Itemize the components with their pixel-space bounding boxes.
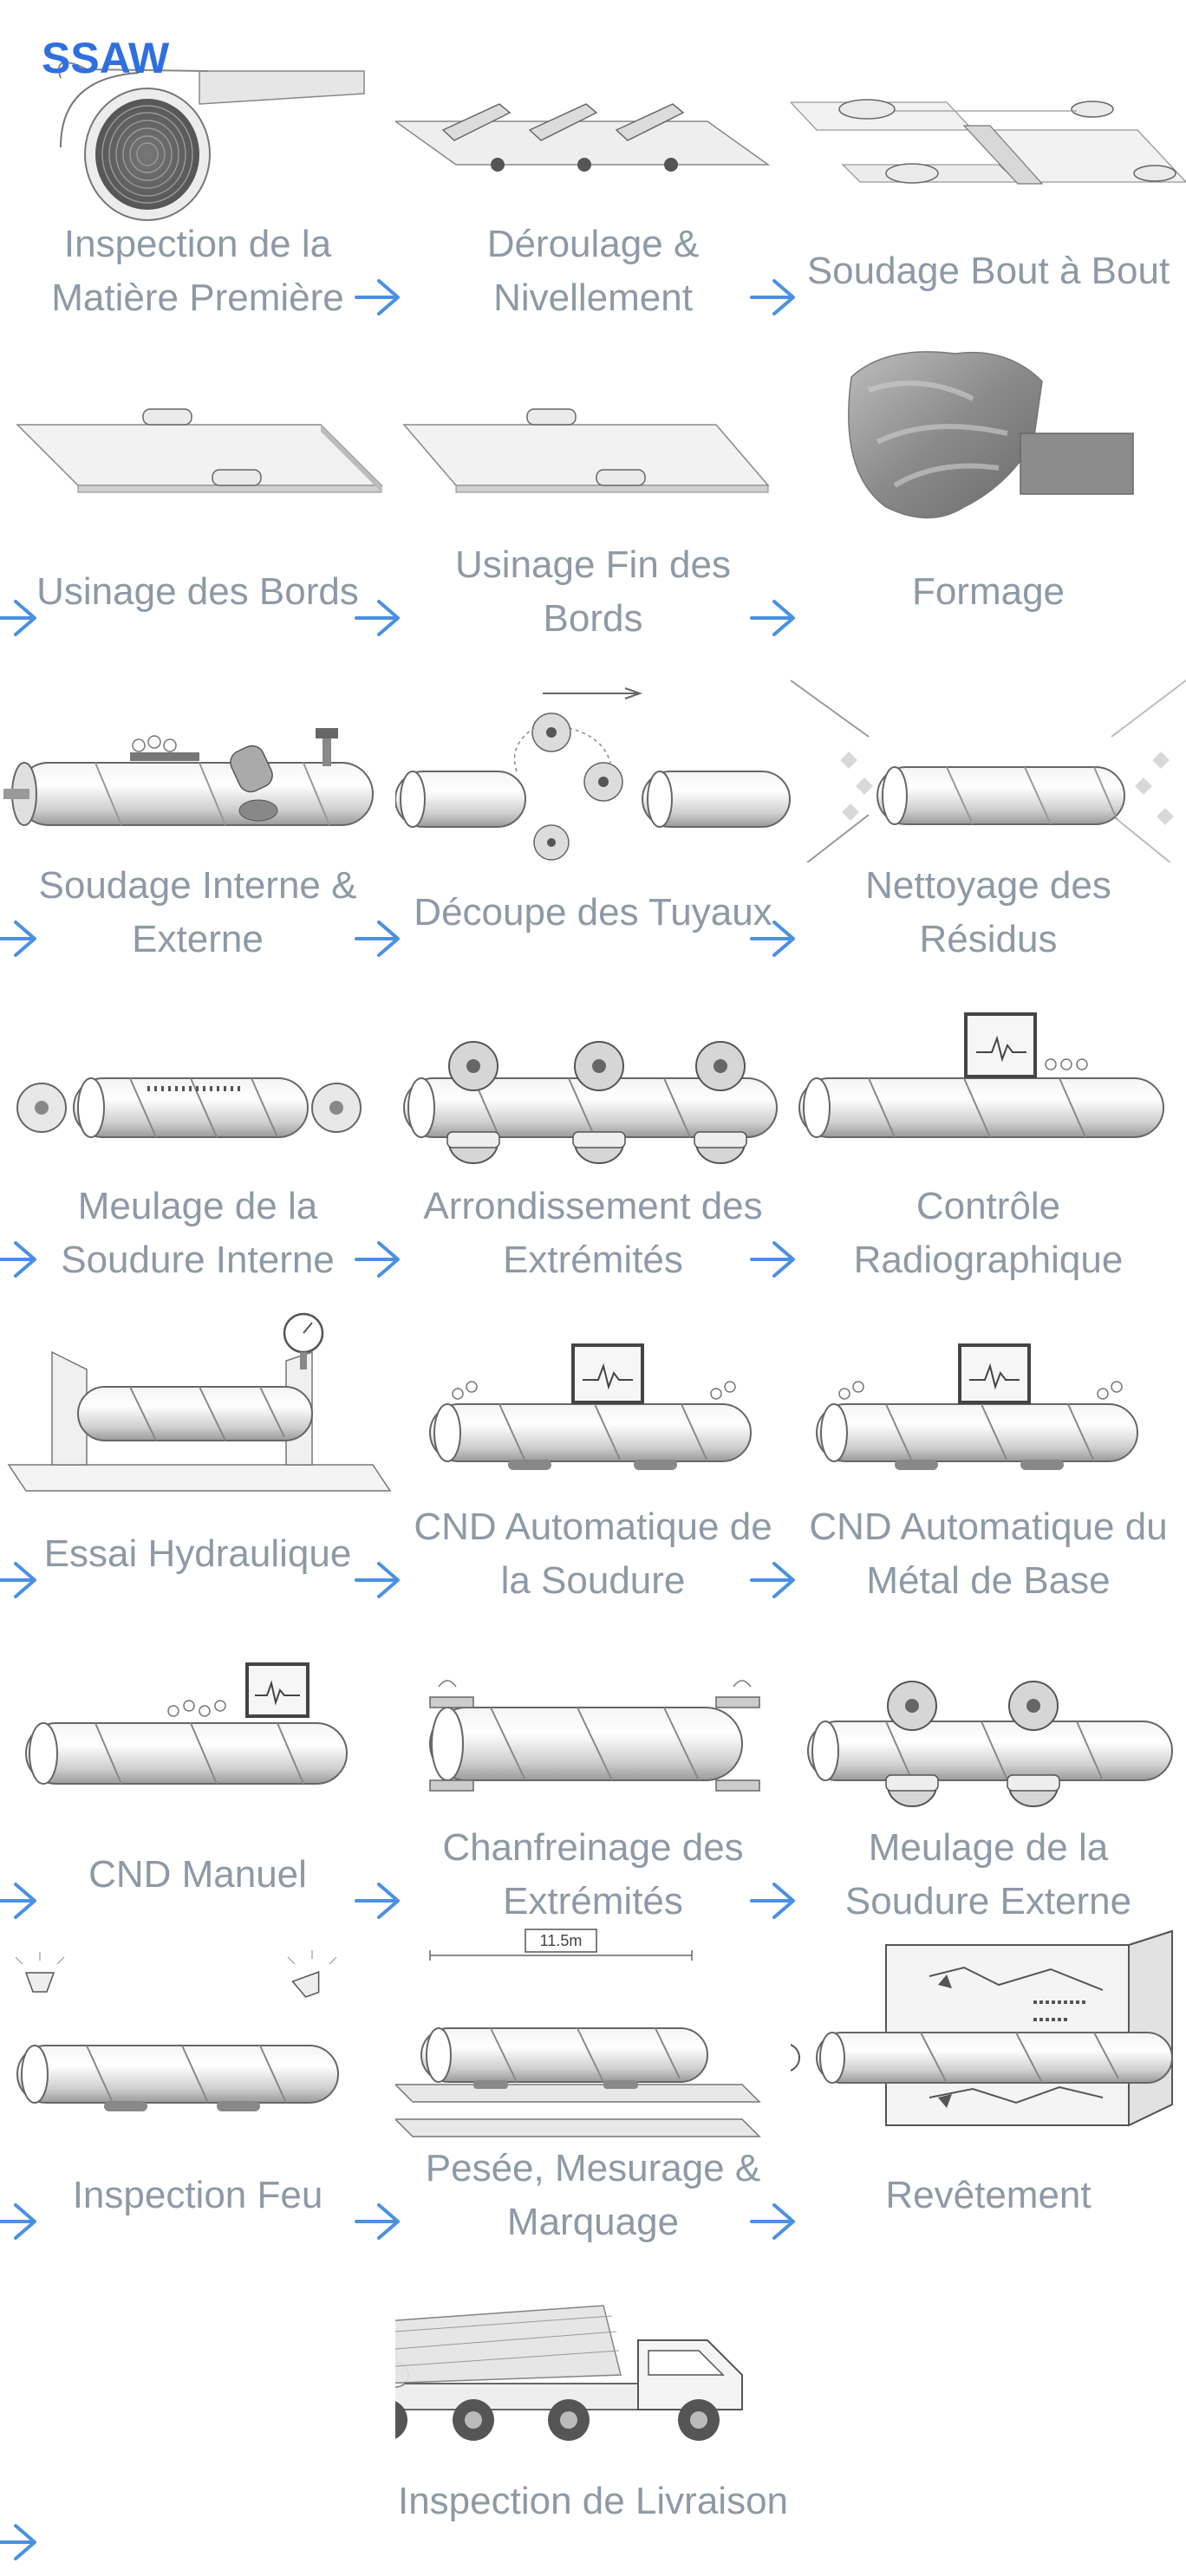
step-label: Déroulage & Nivellement: [486, 222, 700, 319]
welding-torch-pipe-icon: [0, 641, 395, 862]
step-label: Usinage Fin des Bords: [455, 543, 731, 640]
external-grinding-icon: [791, 1603, 1186, 1825]
step-label: CND Automatique de la Soudure: [414, 1505, 772, 1602]
step-internal-weld-grinding: [0, 962, 395, 1283]
end-beveling-icon: [395, 1603, 791, 1825]
weighing-measuring-icon: [395, 1924, 791, 2145]
step-internal-external-welding: [0, 641, 395, 962]
spiral-forming-icon: [791, 321, 1186, 542]
edge-milling-plate-icon: [0, 321, 395, 542]
ndt-base-metal-monitor-icon: [791, 1283, 1186, 1504]
step-auto-ndt-weld: [395, 1283, 791, 1603]
step-uncoiling-leveling: [395, 0, 791, 321]
step-label: Arrondissement des Extrémités: [423, 1184, 763, 1281]
step-label: CND Automatique du Métal de Base: [809, 1505, 1168, 1602]
fine-edge-milling-plate-icon: [395, 321, 791, 542]
coating-chamber-icon: [791, 1924, 1186, 2145]
butt-welding-plates-icon: [791, 0, 1186, 221]
step-weighing-measuring-marking: [395, 1924, 791, 2245]
step-coating: [791, 1924, 1186, 2245]
step-auto-ndt-base-metal: [791, 1283, 1186, 1603]
step-label: Pesée, Mesurage & Marquage: [425, 2146, 761, 2243]
ndt-weld-monitor-icon: [395, 1283, 791, 1504]
measure-label: 11.5m: [539, 1932, 583, 1949]
pipe-cutting-icon: [395, 641, 791, 862]
step-label: Revêtement: [885, 2173, 1092, 2216]
step-end-rounding: [395, 962, 791, 1283]
step-fine-edge-milling: [395, 321, 791, 641]
brand-logo: SSAW: [42, 34, 170, 82]
manual-ndt-monitor-icon: [0, 1603, 395, 1825]
step-label: Meulage de la Soudure Interne: [61, 1184, 335, 1281]
step-label: Essai Hydraulique: [43, 1532, 352, 1575]
arrow-right-icon: [0, 2522, 40, 2562]
leveling-rollers-icon: [395, 0, 791, 221]
internal-grinding-icon: [0, 962, 395, 1183]
step-label: Chanfreinage des Extrémités: [442, 1825, 744, 1922]
step-edge-milling: [0, 321, 395, 641]
step-label: Formage: [911, 569, 1065, 613]
step-hydraulic-test: [0, 1283, 395, 1603]
step-lamp-inspection: [0, 1924, 395, 2245]
step-pipe-cutting: [395, 641, 791, 962]
step-label: Usinage des Bords: [36, 569, 359, 613]
step-manual-ndt: [0, 1603, 395, 1924]
radiographic-monitor-icon: [791, 962, 1186, 1183]
step-label: Découpe des Tuyaux: [414, 890, 772, 933]
step-label: Nettoyage des Résidus: [865, 863, 1111, 960]
step-label: Inspection de la Matière Première: [51, 222, 344, 319]
step-label: Contrôle Radiographique: [853, 1184, 1124, 1281]
step-label: Meulage de la Soudure Externe: [844, 1825, 1132, 1922]
step-label: CND Manuel: [88, 1852, 307, 1896]
step-end-beveling: [395, 1603, 791, 1924]
step-label: Inspection Feu: [72, 2173, 323, 2216]
step-radiographic-control: [791, 962, 1186, 1283]
step-delivery-inspection: [395, 2245, 791, 2566]
residue-cleaning-icon: [791, 641, 1186, 862]
step-label: Soudage Interne & Externe: [38, 863, 357, 960]
step-residue-cleaning: [791, 641, 1186, 962]
end-rounding-rollers-icon: [395, 962, 791, 1183]
lamp-inspection-icon: [0, 1924, 395, 2145]
step-external-weld-grinding: [791, 1603, 1186, 1924]
step-label: Inspection de Livraison: [397, 2480, 789, 2522]
delivery-truck-icon: [395, 2245, 791, 2466]
hydraulic-test-frame-icon: [0, 1283, 395, 1504]
step-label: Soudage Bout à Bout: [806, 249, 1170, 292]
step-forming: [791, 321, 1186, 641]
step-butt-welding: [791, 0, 1186, 321]
